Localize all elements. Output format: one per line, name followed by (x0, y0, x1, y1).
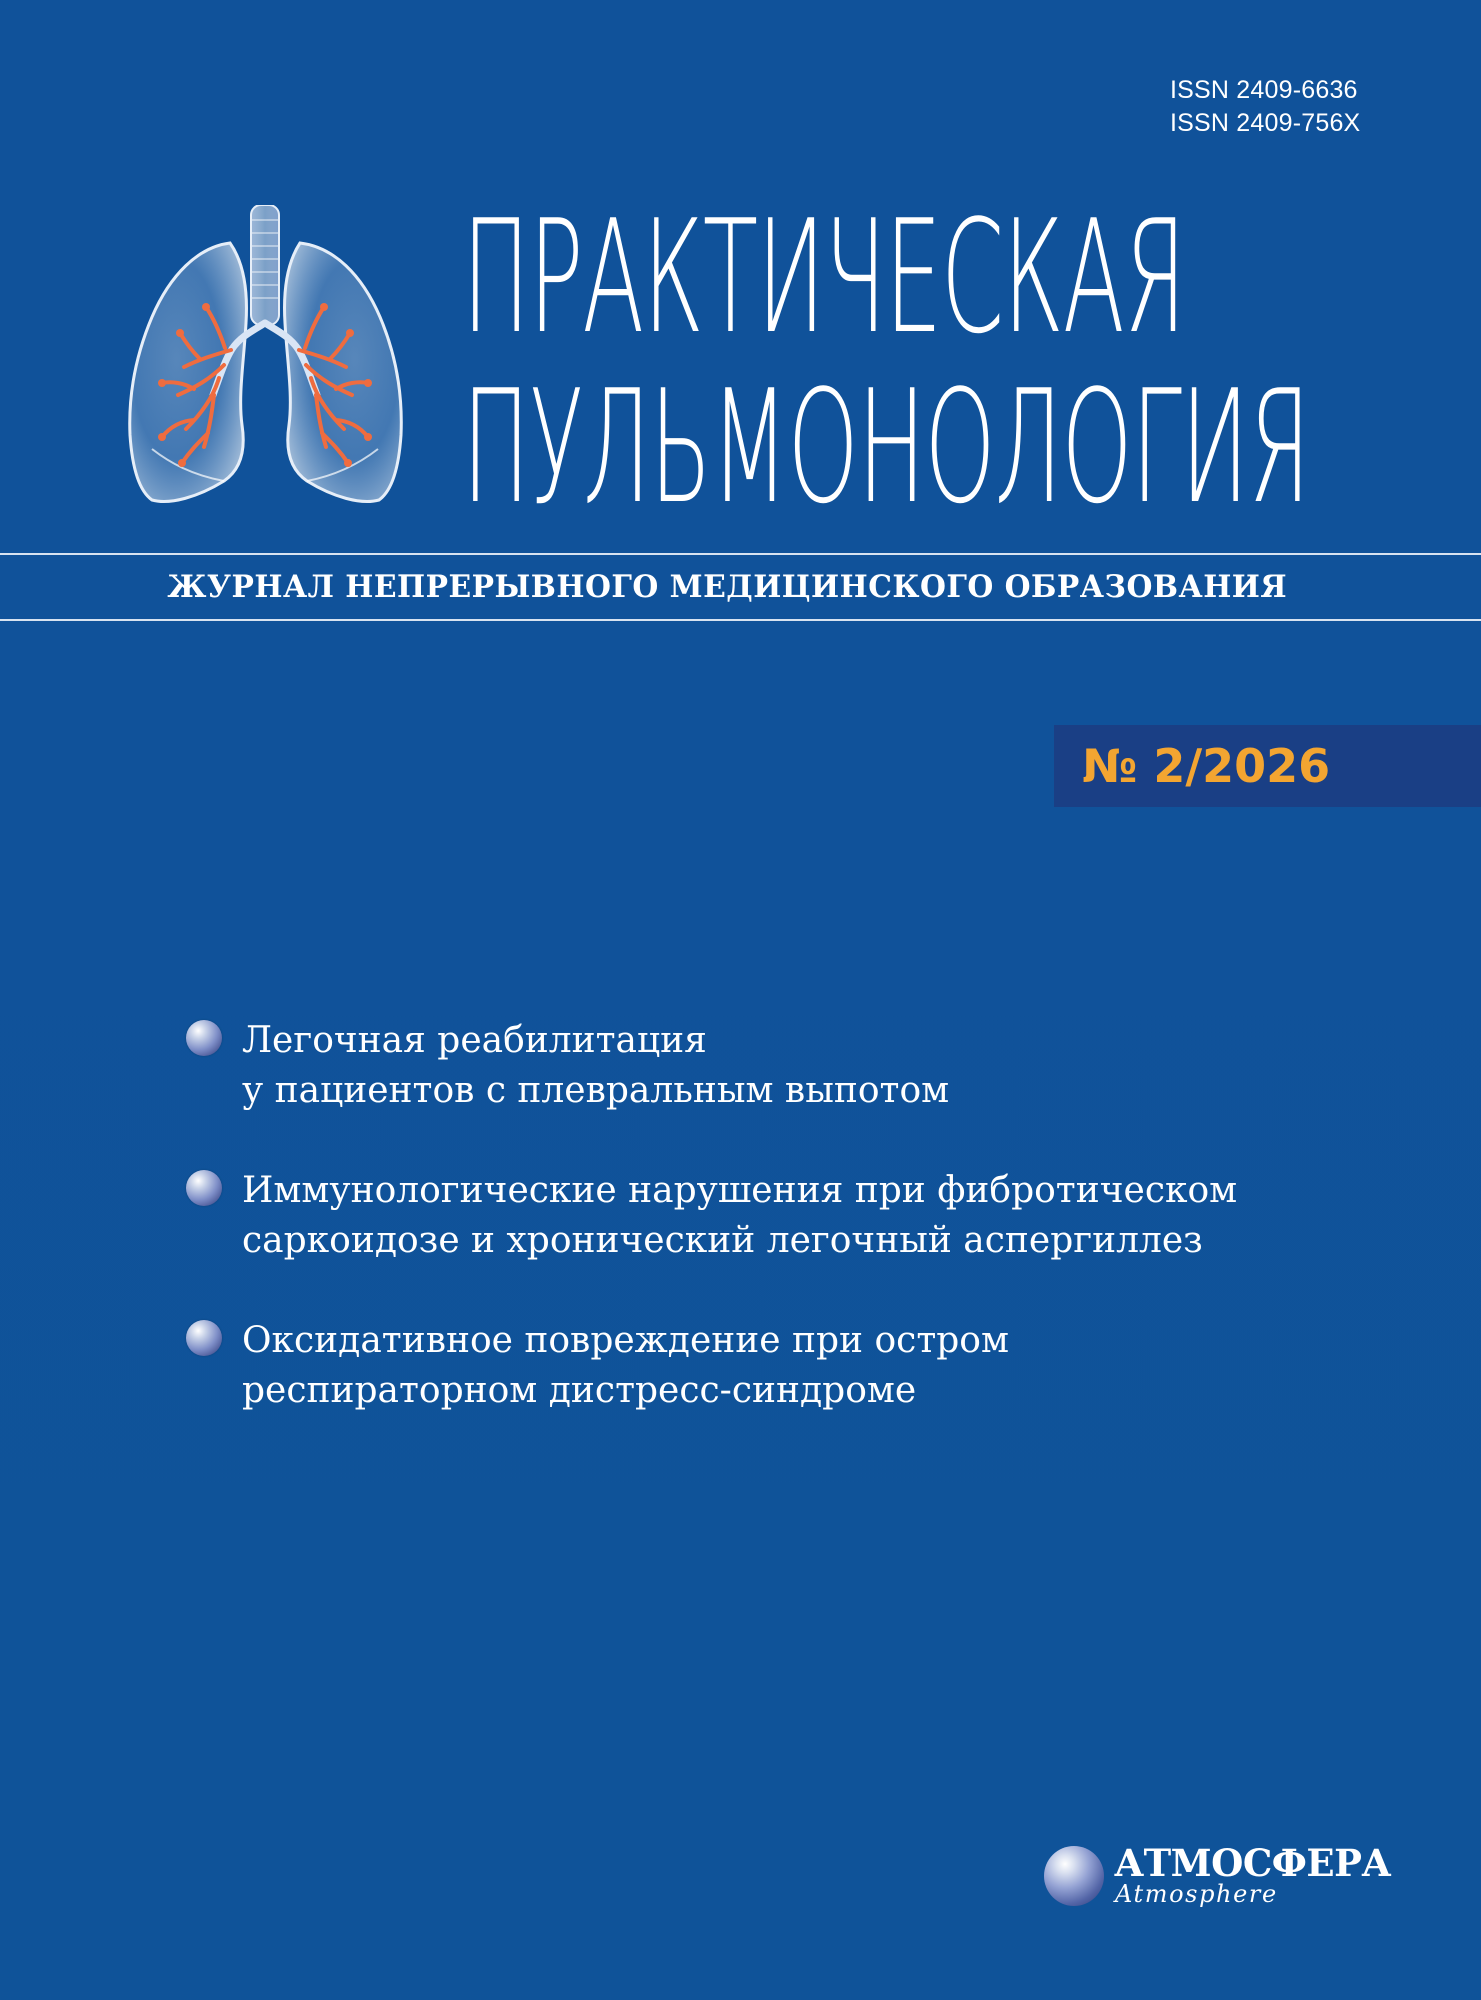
bullet-sphere-icon (186, 1020, 222, 1056)
article-item (186, 1316, 1386, 1416)
title-line-1: ПРАКТИЧЕСКАЯ (462, 186, 1186, 368)
article-title (242, 1016, 1386, 1116)
journal-subtitle (0, 566, 1481, 608)
issue-number: № 2/2026 (1082, 739, 1331, 793)
article-title-line-2: респираторном дистресс-синдроме (242, 1370, 917, 1411)
journal-subtitle-text: ЖУРНАЛ НЕПРЕРЫВНОГО МЕДИЦИНСКОГО ОБРАЗОВАНИЯ (167, 569, 1288, 605)
issn-print: ISSN 2409-6636 (1170, 76, 1358, 104)
article-title-line-1: Легочная реабилитация (242, 1020, 707, 1061)
article-title (242, 1166, 1386, 1266)
article-title (242, 1316, 1386, 1416)
title-line-2: ПУЛЬМОНОЛОГИЯ (462, 356, 1310, 538)
article-title-line-1: Оксидативное повреждение при остром (242, 1320, 1009, 1361)
bullet-sphere-icon (186, 1170, 222, 1206)
publisher-latin-name: Atmosphere (1115, 1880, 1278, 1908)
journal-title (462, 186, 1362, 538)
publisher-sphere-icon (1044, 1846, 1104, 1906)
article-title-line-2: саркоидозе и хронический легочный аспергиллез (242, 1220, 1203, 1261)
publisher-logo (1044, 1838, 1392, 1918)
article-title-line-1: Иммунологические нарушения при фибротическом (242, 1170, 1238, 1211)
article-title-line-2: у пациентов с плевральным выпотом (242, 1070, 950, 1111)
publisher-name: АТМОСФЕРА (1114, 1841, 1392, 1885)
article-item (186, 1016, 1386, 1116)
subtitle-rule-bottom (0, 619, 1481, 621)
subtitle-rule-top (0, 553, 1481, 555)
article-item (186, 1166, 1386, 1266)
issn-block (1170, 74, 1410, 140)
issue-band (1054, 725, 1481, 807)
issn-online: ISSN 2409-756X (1170, 109, 1361, 137)
bullet-sphere-icon (186, 1320, 222, 1356)
article-list (186, 1016, 1386, 1466)
lung-illustration (128, 205, 403, 510)
